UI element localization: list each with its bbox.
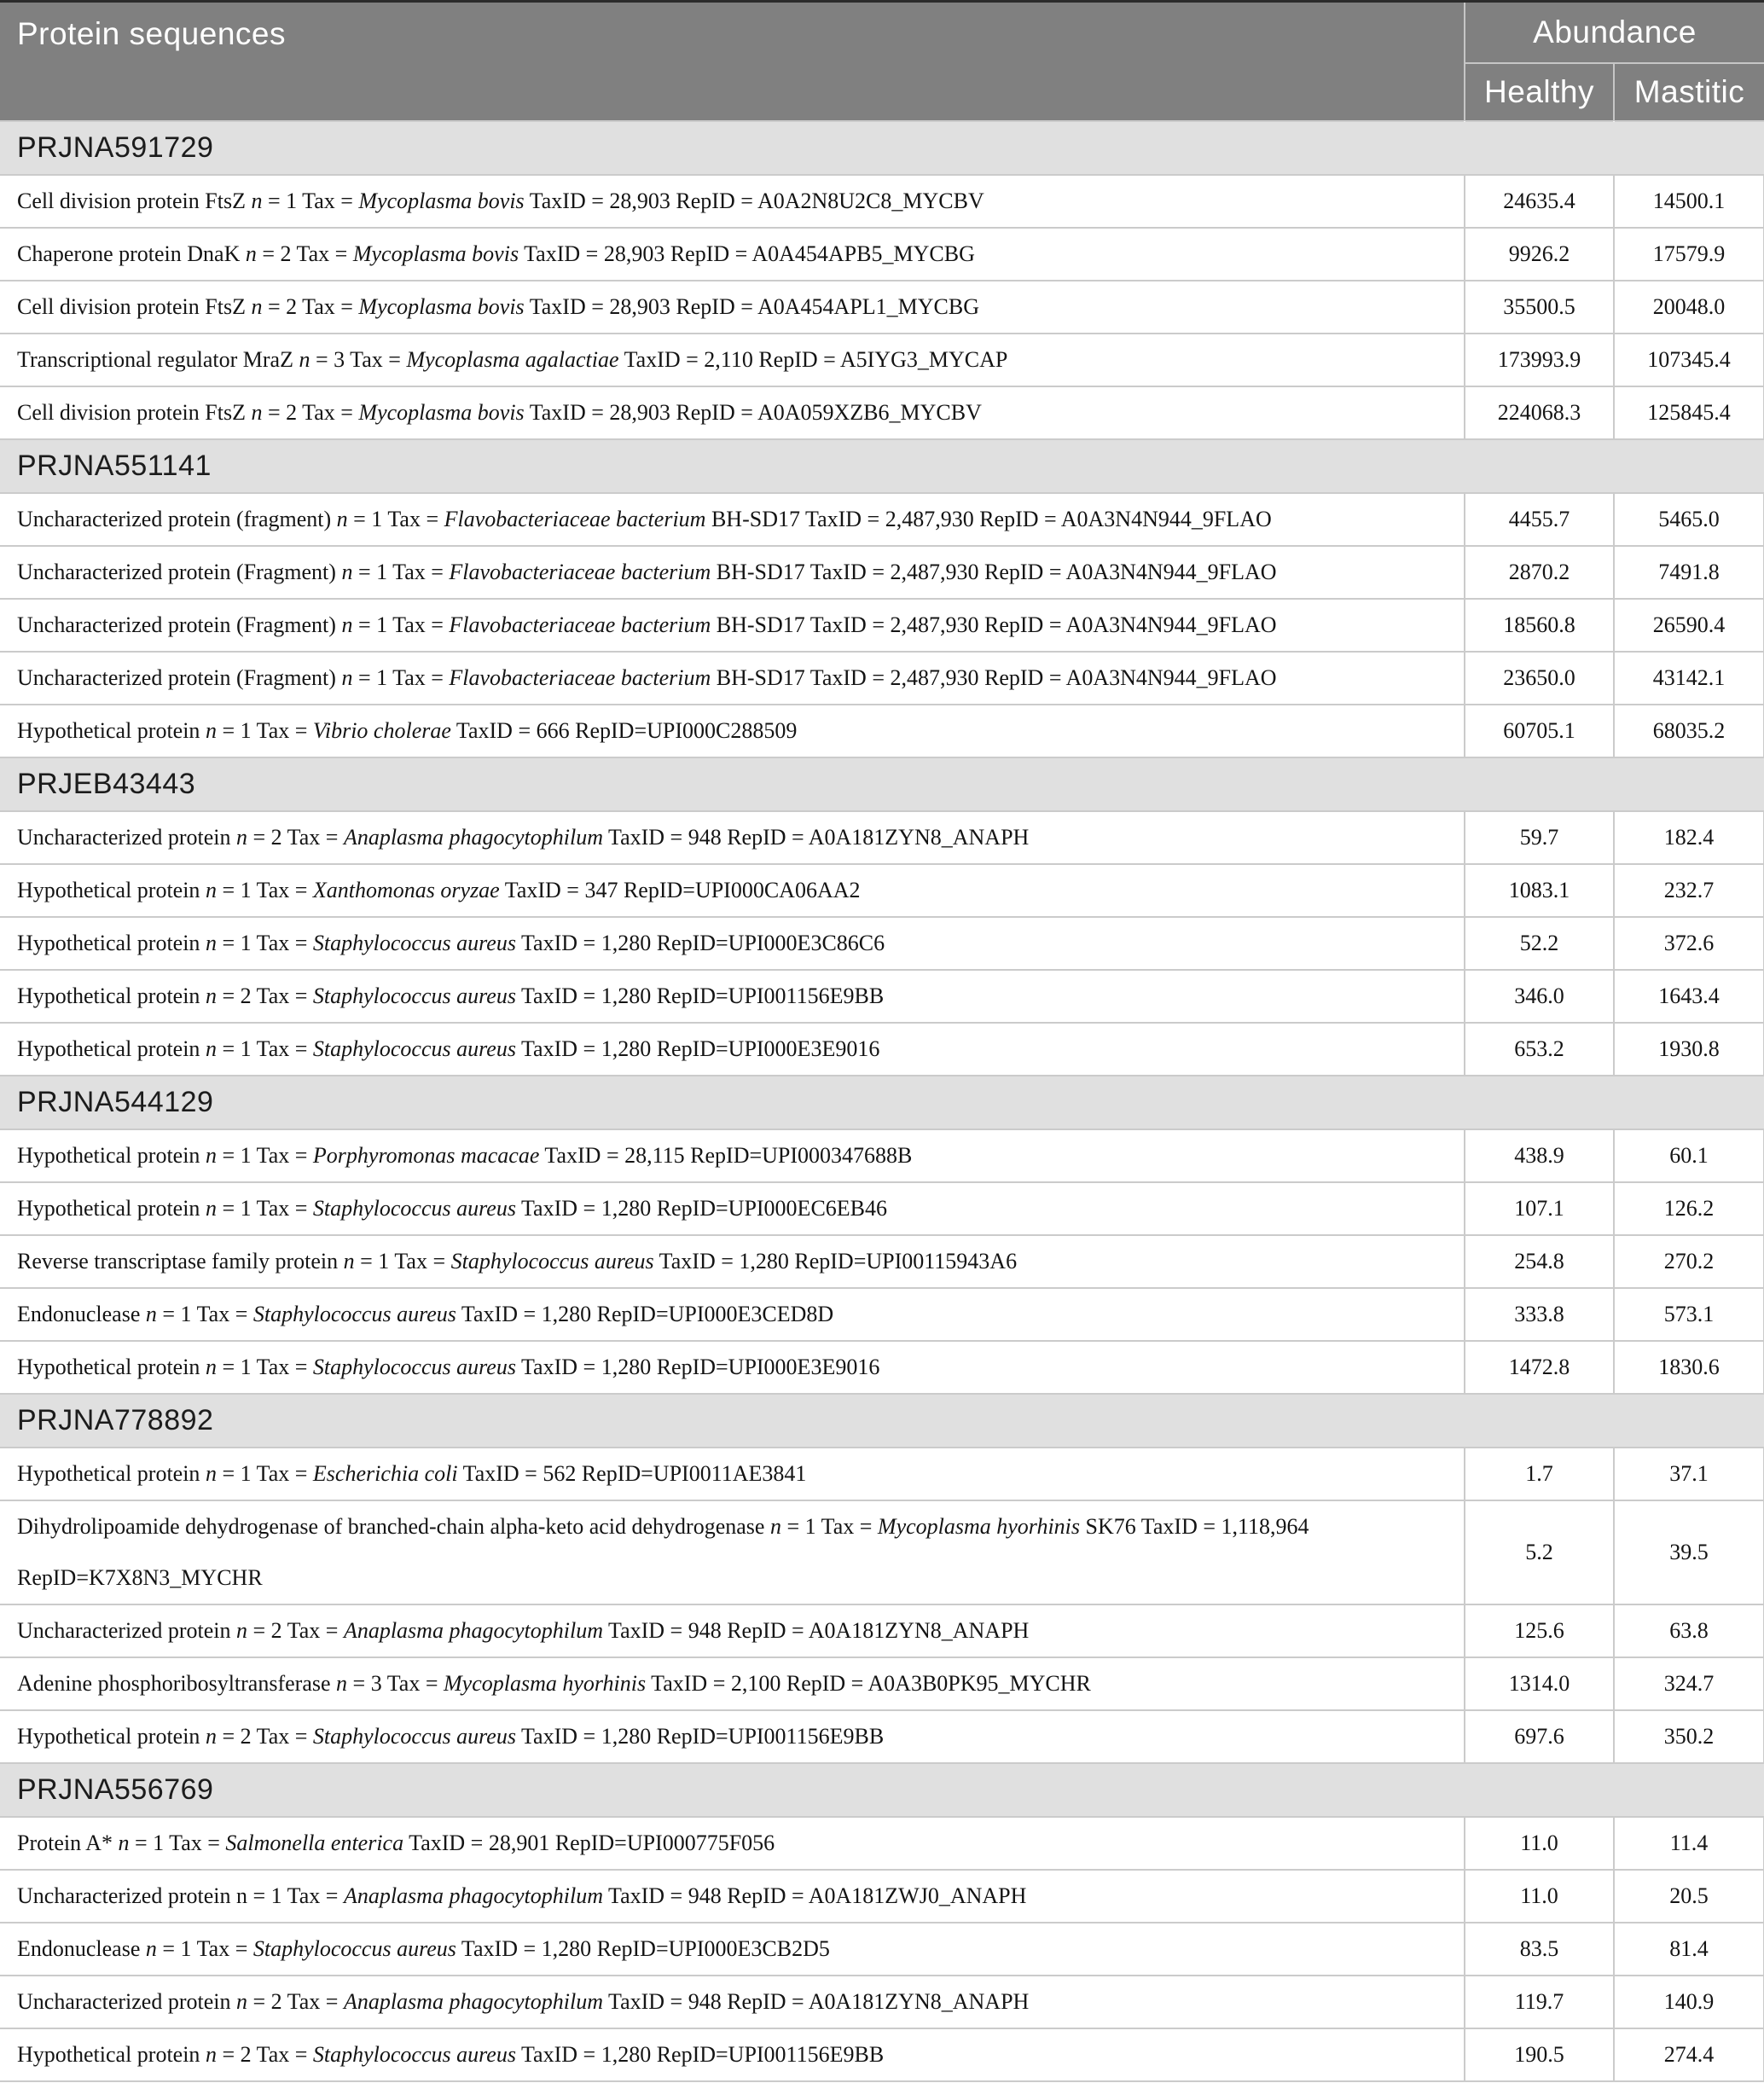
table-row [0,281,1764,334]
table-row [0,546,1764,599]
mastitic-abundance-value: 39.5 [1614,1500,1764,1604]
healthy-abundance-value: 173993.9 [1465,334,1614,386]
section-row [0,439,1764,493]
table-row [0,1341,1764,1394]
protein-description: Chaperone protein DnaK n = 2 Tax = Mycoplasma bovis TaxID = 28,903 RepID = A0A454APB5_MYCBG [0,228,1465,281]
mastitic-abundance-value: 17579.9 [1614,228,1764,281]
protein-description: Uncharacterized protein (Fragment) n = 1 Tax = Flavobacteriaceae bacterium BH-SD17 TaxID = 2,487,930 RepID = A0A3N4N944_9FLAO [0,599,1465,652]
healthy-abundance-value: 346.0 [1465,970,1614,1023]
mastitic-abundance-value: 26590.4 [1614,599,1764,652]
table-row [0,1604,1764,1657]
abundance-group-header: Abundance [1465,2,1764,63]
mastitic-abundance-value: 7491.8 [1614,546,1764,599]
table-row [0,1129,1764,1182]
healthy-abundance-value: 2870.2 [1465,546,1614,599]
section-accession-label: PRJEB43443 [0,757,1764,811]
mastitic-abundance-value: 37.1 [1614,1448,1764,1500]
protein-description: Protein A* n = 1 Tax = Salmonella enterica TaxID = 28,901 RepID=UPI000775F056 [0,1817,1465,1870]
table-row [0,1500,1764,1604]
mastitic-abundance-value: 81.4 [1614,1923,1764,1976]
protein-description: Uncharacterized protein n = 1 Tax = Anaplasma phagocytophilum TaxID = 948 RepID = A0A181ZWJ0_ANAPH [0,1870,1465,1923]
mastitic-abundance-value: 1643.4 [1614,970,1764,1023]
mastitic-abundance-value: 11.4 [1614,1817,1764,1870]
mastitic-abundance-value: 14500.1 [1614,175,1764,228]
healthy-abundance-value: 24635.4 [1465,175,1614,228]
mastitic-abundance-value: 573.1 [1614,1288,1764,1341]
mastitic-abundance-value: 60.1 [1614,1129,1764,1182]
table-row [0,1288,1764,1341]
mastitic-abundance-value: 107345.4 [1614,334,1764,386]
protein-description: Uncharacterized protein n = 2 Tax = Anaplasma phagocytophilum TaxID = 948 RepID = A0A181ZYN8_ANAPH [0,1604,1465,1657]
mastitic-abundance-value: 182.4 [1614,811,1764,864]
table-row [0,1182,1764,1235]
healthy-abundance-value: 1314.0 [1465,1657,1614,1710]
healthy-abundance-value: 11.0 [1465,1817,1614,1870]
healthy-abundance-value: 254.8 [1465,1235,1614,1288]
healthy-abundance-value: 1083.1 [1465,864,1614,917]
protein-description: Hypothetical protein n = 1 Tax = Vibrio cholerae TaxID = 666 RepID=UPI000C288509 [0,705,1465,757]
mastitic-abundance-value: 20048.0 [1614,281,1764,334]
table-row [0,599,1764,652]
protein-description: Cell division protein FtsZ n = 2 Tax = Mycoplasma bovis TaxID = 28,903 RepID = A0A454APL1_MYCBG [0,281,1465,334]
table-row [0,917,1764,970]
healthy-abundance-value: 52.2 [1465,917,1614,970]
table-row [0,386,1764,439]
protein-description: Uncharacterized protein n = 2 Tax = Anaplasma phagocytophilum TaxID = 948 RepID = A0A181ZYN8_ANAPH [0,811,1465,864]
section-row [0,1763,1764,1817]
protein-description: Uncharacterized protein n = 2 Tax = Anaplasma phagocytophilum TaxID = 948 RepID = A0A181ZYN8_ANAPH [0,1976,1465,2028]
section-row [0,121,1764,175]
protein-description: Endonuclease n = 1 Tax = Staphylococcus aureus TaxID = 1,280 RepID=UPI000E3CED8D [0,1288,1465,1341]
healthy-abundance-value: 11.0 [1465,1870,1614,1923]
table-row [0,1710,1764,1763]
mastitic-abundance-value: 20.5 [1614,1870,1764,1923]
mastitic-abundance-value: 1830.6 [1614,1341,1764,1394]
section-accession-label: PRJNA591729 [0,121,1764,175]
table-row [0,228,1764,281]
mastitic-abundance-value: 1930.8 [1614,1023,1764,1076]
section-row [0,1394,1764,1448]
protein-description: Uncharacterized protein (Fragment) n = 1 Tax = Flavobacteriaceae bacterium BH-SD17 TaxID = 2,487,930 RepID = A0A3N4N944_9FLAO [0,546,1465,599]
mastitic-abundance-value: 372.6 [1614,917,1764,970]
protein-description: Hypothetical protein n = 1 Tax = Staphylococcus aureus TaxID = 1,280 RepID=UPI000E3E9016 [0,1023,1465,1076]
healthy-abundance-value: 190.5 [1465,2028,1614,2081]
healthy-abundance-value: 59.7 [1465,811,1614,864]
section-accession-label: PRJNA778892 [0,1394,1764,1448]
table-row [0,970,1764,1023]
mastitic-abundance-value: 232.7 [1614,864,1764,917]
section-accession-label: PRJNA551141 [0,439,1764,493]
healthy-abundance-value: 60705.1 [1465,705,1614,757]
table-body [0,121,1764,2081]
table-row [0,334,1764,386]
protein-description: Uncharacterized protein (fragment) n = 1 Tax = Flavobacteriaceae bacterium BH-SD17 TaxID = 2,487,930 RepID = A0A3N4N944_9FLAO [0,493,1465,546]
healthy-abundance-value: 1472.8 [1465,1341,1614,1394]
healthy-abundance-value: 1.7 [1465,1448,1614,1500]
mastitic-abundance-value: 274.4 [1614,2028,1764,2081]
table-row [0,2028,1764,2081]
healthy-abundance-value: 9926.2 [1465,228,1614,281]
healthy-abundance-value: 83.5 [1465,1923,1614,1976]
section-accession-label: PRJNA556769 [0,1763,1764,1817]
section-row [0,757,1764,811]
healthy-column-header: Healthy [1465,63,1614,121]
healthy-abundance-value: 23650.0 [1465,652,1614,705]
mastitic-abundance-value: 126.2 [1614,1182,1764,1235]
protein-description: Adenine phosphoribosyltransferase n = 3 Tax = Mycoplasma hyorhinis TaxID = 2,100 RepID = A0A3B0PK95_MYCHR [0,1657,1465,1710]
protein-description: Hypothetical protein n = 2 Tax = Staphylococcus aureus TaxID = 1,280 RepID=UPI001156E9BB [0,2028,1465,2081]
healthy-abundance-value: 35500.5 [1465,281,1614,334]
mastitic-abundance-value: 125845.4 [1614,386,1764,439]
protein-description: Reverse transcriptase family protein n = 1 Tax = Staphylococcus aureus TaxID = 1,280 RepID=UPI00115943A6 [0,1235,1465,1288]
mastitic-abundance-value: 5465.0 [1614,493,1764,546]
table-row [0,1817,1764,1870]
protein-description: Hypothetical protein n = 1 Tax = Porphyromonas macacae TaxID = 28,115 RepID=UPI000347688B [0,1129,1465,1182]
healthy-abundance-value: 5.2 [1465,1500,1614,1604]
table-row [0,493,1764,546]
table-row [0,1448,1764,1500]
mastitic-abundance-value: 43142.1 [1614,652,1764,705]
protein-description: Cell division protein FtsZ n = 2 Tax = Mycoplasma bovis TaxID = 28,903 RepID = A0A059XZB6_MYCBV [0,386,1465,439]
table-row [0,1870,1764,1923]
table-row [0,811,1764,864]
healthy-abundance-value: 438.9 [1465,1129,1614,1182]
mastitic-abundance-value: 324.7 [1614,1657,1764,1710]
healthy-abundance-value: 4455.7 [1465,493,1614,546]
protein-sequences-column-header: Protein sequences [0,2,1465,121]
protein-description: Hypothetical protein n = 1 Tax = Staphylococcus aureus TaxID = 1,280 RepID=UPI000E3C86C6 [0,917,1465,970]
protein-description: Hypothetical protein n = 1 Tax = Xanthomonas oryzae TaxID = 347 RepID=UPI000CA06AA2 [0,864,1465,917]
protein-description: Hypothetical protein n = 1 Tax = Escherichia coli TaxID = 562 RepID=UPI0011AE3841 [0,1448,1465,1500]
mastitic-column-header: Mastitic [1614,63,1764,121]
table-row [0,1235,1764,1288]
healthy-abundance-value: 18560.8 [1465,599,1614,652]
section-row [0,1076,1764,1129]
protein-description: Hypothetical protein n = 2 Tax = Staphylococcus aureus TaxID = 1,280 RepID=UPI001156E9BB [0,1710,1465,1763]
mastitic-abundance-value: 68035.2 [1614,705,1764,757]
healthy-abundance-value: 333.8 [1465,1288,1614,1341]
table-row [0,705,1764,757]
table-row [0,864,1764,917]
table-row [0,1657,1764,1710]
mastitic-abundance-value: 63.8 [1614,1604,1764,1657]
protein-description: Hypothetical protein n = 2 Tax = Staphylococcus aureus TaxID = 1,280 RepID=UPI001156E9BB [0,970,1465,1023]
table-row [0,175,1764,228]
healthy-abundance-value: 119.7 [1465,1976,1614,2028]
section-accession-label: PRJNA544129 [0,1076,1764,1129]
mastitic-abundance-value: 350.2 [1614,1710,1764,1763]
mastitic-abundance-value: 140.9 [1614,1976,1764,2028]
healthy-abundance-value: 224068.3 [1465,386,1614,439]
protein-description: Hypothetical protein n = 1 Tax = Staphylococcus aureus TaxID = 1,280 RepID=UPI000E3E9016 [0,1341,1465,1394]
healthy-abundance-value: 697.6 [1465,1710,1614,1763]
healthy-abundance-value: 653.2 [1465,1023,1614,1076]
table-row [0,1023,1764,1076]
healthy-abundance-value: 107.1 [1465,1182,1614,1235]
protein-description: Cell division protein FtsZ n = 1 Tax = Mycoplasma bovis TaxID = 28,903 RepID = A0A2N8U2C8_MYCBV [0,175,1465,228]
table-row [0,652,1764,705]
table-row [0,1976,1764,2028]
protein-description: Hypothetical protein n = 1 Tax = Staphylococcus aureus TaxID = 1,280 RepID=UPI000EC6EB46 [0,1182,1465,1235]
protein-description: Uncharacterized protein (Fragment) n = 1 Tax = Flavobacteriaceae bacterium BH-SD17 TaxID = 2,487,930 RepID = A0A3N4N944_9FLAO [0,652,1465,705]
protein-description: Dihydrolipoamide dehydrogenase of branched-chain alpha-keto acid dehydrogenase n = 1 Tax = Mycoplasma hyorhinis SK76 TaxID = 1,118,964 RepID=K7X8N3_MYCHR [0,1500,1465,1604]
healthy-abundance-value: 125.6 [1465,1604,1614,1657]
table-row [0,1923,1764,1976]
protein-description: Endonuclease n = 1 Tax = Staphylococcus aureus TaxID = 1,280 RepID=UPI000E3CB2D5 [0,1923,1465,1976]
protein-description: Transcriptional regulator MraZ n = 3 Tax = Mycoplasma agalactiae TaxID = 2,110 RepID = A5IYG3_MYCAP [0,334,1465,386]
mastitic-abundance-value: 270.2 [1614,1235,1764,1288]
table-header [0,2,1764,121]
